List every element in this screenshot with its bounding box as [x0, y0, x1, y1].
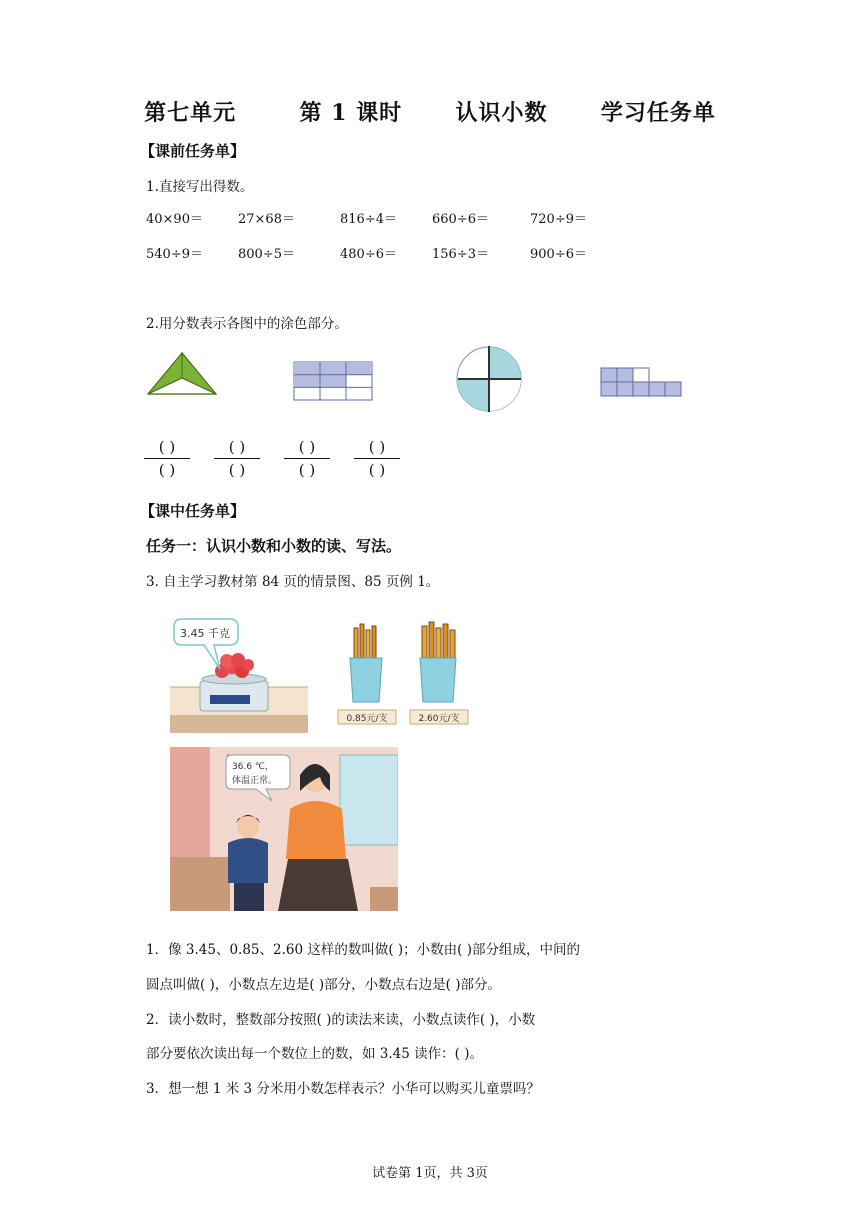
speech-line-1: 36.6 ℃，: [232, 762, 275, 772]
question-2: 2.用分数表示各图中的涂色部分。: [146, 316, 348, 332]
denominator-blank[interactable]: ( ): [158, 461, 176, 479]
calc-r1-c1: 40×90＝: [146, 212, 203, 227]
pencil-cup-1: [336, 620, 398, 726]
page-title: [0, 96, 860, 127]
calc-r1-c2: 27×68＝: [238, 212, 295, 227]
fill-line-1b: 圆点叫做( )，小数点左边是( )部分，小数点右边是( )部分。: [146, 977, 501, 993]
title-unit: 第七单元: [144, 100, 237, 126]
question-3: 3. 自主学习教材第 84 页的情景图、85 页例 1。: [146, 574, 440, 590]
numerator-blank[interactable]: ( ): [284, 437, 330, 459]
numerator-blank[interactable]: ( ): [354, 437, 400, 459]
fill-line-2a: 2．读小数时，整数部分按照( )的读法来读，小数点读作( )，小数: [146, 1012, 536, 1028]
numerator-blank[interactable]: ( ): [214, 437, 260, 459]
page-footer: 试卷第 1页，共 3页: [372, 1166, 488, 1181]
fraction-blank-1[interactable]: [144, 437, 190, 481]
task-one-title: 任务一：认识小数和小数的读、写法。: [146, 537, 402, 555]
title-lesson: 第 1 课时: [299, 100, 403, 126]
fill-line-1a: 1．像 3.45、0.85、2.60 这样的数叫做( )；小数由( )部分组成，中间的: [146, 942, 580, 958]
fraction-blank-4[interactable]: [354, 437, 400, 481]
question-1: 1.直接写出得数。: [146, 179, 254, 195]
fraction-blank-2[interactable]: [214, 437, 260, 481]
numerator-blank[interactable]: ( ): [144, 437, 190, 459]
circle-figure: [455, 345, 523, 413]
scale-label: 3.45 千克: [180, 627, 230, 640]
fraction-blank-3[interactable]: [284, 437, 330, 481]
classroom-illustration: [170, 747, 398, 911]
staircase-grid-figure: [600, 367, 684, 397]
denominator-blank[interactable]: ( ): [368, 461, 386, 479]
calc-r1-c3: 816÷4＝: [340, 212, 397, 227]
rectangle-grid-figure: [293, 361, 373, 401]
calc-r2-c2: 800÷5＝: [238, 247, 295, 262]
calc-r1-c5: 720÷9＝: [530, 212, 587, 227]
calc-r2-c1: 540÷9＝: [146, 247, 203, 262]
speech-line-2: 体温正常。: [232, 776, 278, 786]
pencil-cup-2: [408, 620, 470, 726]
calc-r1-c4: 660÷6＝: [432, 212, 489, 227]
price-label-1: 0.85元/支: [346, 714, 388, 724]
calc-r2-c3: 480÷6＝: [340, 247, 397, 262]
title-topic: 认识小数: [455, 100, 548, 126]
price-label-2: 2.60元/支: [418, 714, 460, 724]
denominator-blank[interactable]: ( ): [228, 461, 246, 479]
fill-line-2b: 部分要依次读出每一个数位上的数，如 3.45 读作：( )。: [146, 1046, 483, 1062]
triangle-figure: [146, 350, 218, 396]
fill-line-3: 3．想一想 1 米 3 分米用小数怎样表示？小华可以购买儿童票吗？: [146, 1081, 540, 1097]
in-task-heading: 【课中任务单】: [140, 502, 246, 520]
calc-r2-c4: 156÷3＝: [432, 247, 489, 262]
calc-r2-c5: 900÷6＝: [530, 247, 587, 262]
denominator-blank[interactable]: ( ): [298, 461, 316, 479]
title-kind: 学习任务单: [600, 100, 716, 126]
pre-task-heading: 【课前任务单】: [140, 142, 246, 160]
scale-illustration: [170, 615, 308, 733]
